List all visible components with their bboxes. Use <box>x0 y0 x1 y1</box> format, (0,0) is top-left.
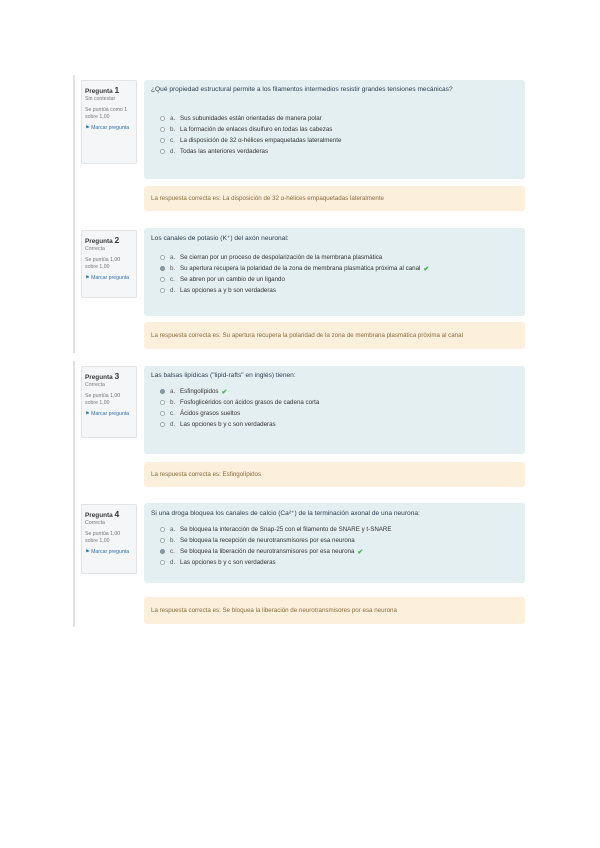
question-info <box>81 230 137 298</box>
question-formulation <box>144 503 525 583</box>
question-number: Pregunta 3 <box>85 371 120 381</box>
check-icon: ✔ <box>357 548 364 556</box>
correct-answer-feedback: La respuesta correcta es: Su apertura recupera la polaridad de la zona de membrana plasmática próxima al canal <box>144 322 525 349</box>
question-state: Correcta <box>85 246 105 252</box>
radio-button[interactable] <box>160 116 165 121</box>
radio-button[interactable] <box>160 149 165 154</box>
radio-button[interactable] <box>160 527 165 532</box>
flag-question-link[interactable]: ⚑ Marcar pregunta <box>85 411 130 417</box>
answer-list <box>160 252 518 296</box>
correct-answer-feedback: La respuesta correcta es: La disposición de 32 α-hélices empaquetadas lateralmente <box>144 186 525 211</box>
question-formulation <box>144 80 525 179</box>
question-state: Correcta <box>85 520 105 526</box>
question-grade: Se puntúa como 1 sobre 1,00 <box>85 107 128 120</box>
answer-option[interactable]: c. Se bloquea la liberación de neurotransmisores por esa neurona ✔ <box>160 546 518 557</box>
answer-option[interactable]: a. Se bloquea la interacción de Snap-25 con el filamento de SNARE y t-SNARE <box>160 524 518 535</box>
question-state: Correcta <box>85 382 105 388</box>
answer-option[interactable]: d. Las opciones b y c son verdaderas <box>160 419 518 430</box>
answer-option[interactable]: b. La formación de enlaces disulfuro en todas las cabezas <box>160 124 518 135</box>
answer-option[interactable]: a. Sus subunidades están orientadas de manera polar <box>160 113 518 124</box>
flag-question-link[interactable]: ⚑ Marcar pregunta <box>85 275 130 281</box>
question-grade: Se puntúa 1,00 sobre 1,00 <box>85 257 121 270</box>
flag-icon: ⚑ <box>85 125 92 131</box>
question-formulation <box>144 366 525 454</box>
radio-button[interactable] <box>160 560 165 565</box>
question-text: Si una droga bloquea los canales de calcio (Ca²⁺) de la terminación axonal de una neurona: <box>151 510 420 517</box>
answer-option[interactable]: c. Ácidos grasos sueltos <box>160 408 518 419</box>
question-info <box>81 366 137 438</box>
radio-button-selected[interactable] <box>160 389 165 394</box>
answer-option[interactable]: a. Esfingolípidos ✔ <box>160 386 518 397</box>
question-info <box>81 504 137 574</box>
question-info <box>81 80 137 164</box>
question-grade: Se puntúa 1,00 sobre 1,00 <box>85 393 121 406</box>
question-text: Los canales de potasio (K⁺) del axón neuronal: <box>151 235 289 242</box>
check-icon: ✔ <box>423 265 430 273</box>
question-formulation <box>144 228 525 316</box>
radio-button[interactable] <box>160 422 165 427</box>
question-state: Sin contestar <box>85 96 116 102</box>
radio-button[interactable] <box>160 255 165 260</box>
check-icon: ✔ <box>221 388 228 396</box>
correct-answer-feedback: La respuesta correcta es: Se bloquea la liberación de neurotransmisores por esa neurona <box>144 597 525 624</box>
radio-button[interactable] <box>160 288 165 293</box>
flag-icon: ⚑ <box>85 549 92 555</box>
answer-option[interactable]: b. Se bloquea la recepción de neurotransmisores por esa neurona <box>160 535 518 546</box>
answer-option[interactable]: b. Su apertura recupera la polaridad de la zona de membrana plasmática próxima al canal ✔ <box>160 263 518 274</box>
radio-button[interactable] <box>160 400 165 405</box>
question-number: Pregunta 2 <box>85 235 120 245</box>
radio-button[interactable] <box>160 138 165 143</box>
answer-option[interactable]: a. Se cierran por un proceso de despolarización de la membrana plasmática <box>160 252 518 263</box>
flag-question-link[interactable]: ⚑ Marcar pregunta <box>85 125 130 131</box>
radio-button[interactable] <box>160 538 165 543</box>
flag-icon: ⚑ <box>85 411 92 417</box>
answer-option[interactable]: d. Todas las anteriores verdaderas <box>160 146 518 157</box>
question-text: Las balsas lipídicas ("lipid-rafts" en inglés) tienen: <box>151 372 296 379</box>
answer-option[interactable]: c. La disposición de 32 α-hélices empaquetadas lateralmente <box>160 135 518 146</box>
radio-button[interactable] <box>160 411 165 416</box>
quiz-page-2 <box>73 361 533 627</box>
flag-question-link[interactable]: ⚑ Marcar pregunta <box>85 549 130 555</box>
quiz-page-1 <box>73 75 533 353</box>
answer-list <box>160 524 518 568</box>
question-grade: Se puntúa 1,00 sobre 1,00 <box>85 531 121 544</box>
question-text: ¿Qué propiedad estructural permite a los filamentos intermedios resistir grandes tensiones mecánicas? <box>151 86 453 93</box>
answer-option[interactable]: c. Se abren por un cambio de un ligando <box>160 274 518 285</box>
flag-icon: ⚑ <box>85 275 92 281</box>
radio-button-selected[interactable] <box>160 549 165 554</box>
question-number: Pregunta 4 <box>85 509 120 519</box>
answer-list <box>160 113 518 157</box>
radio-button-selected[interactable] <box>160 266 165 271</box>
answer-option[interactable]: d. Las opciones a y b son verdaderas <box>160 285 518 296</box>
radio-button[interactable] <box>160 277 165 282</box>
radio-button[interactable] <box>160 127 165 132</box>
correct-answer-feedback: La respuesta correcta es: Esfingolípidos <box>144 462 525 487</box>
answer-option[interactable]: d. Las opciones b y c son verdaderas <box>160 557 518 568</box>
answer-option[interactable]: b. Fosfoglicéridos con ácidos grasos de cadena corta <box>160 397 518 408</box>
question-number: Pregunta 1 <box>85 85 120 95</box>
answer-list <box>160 386 518 430</box>
